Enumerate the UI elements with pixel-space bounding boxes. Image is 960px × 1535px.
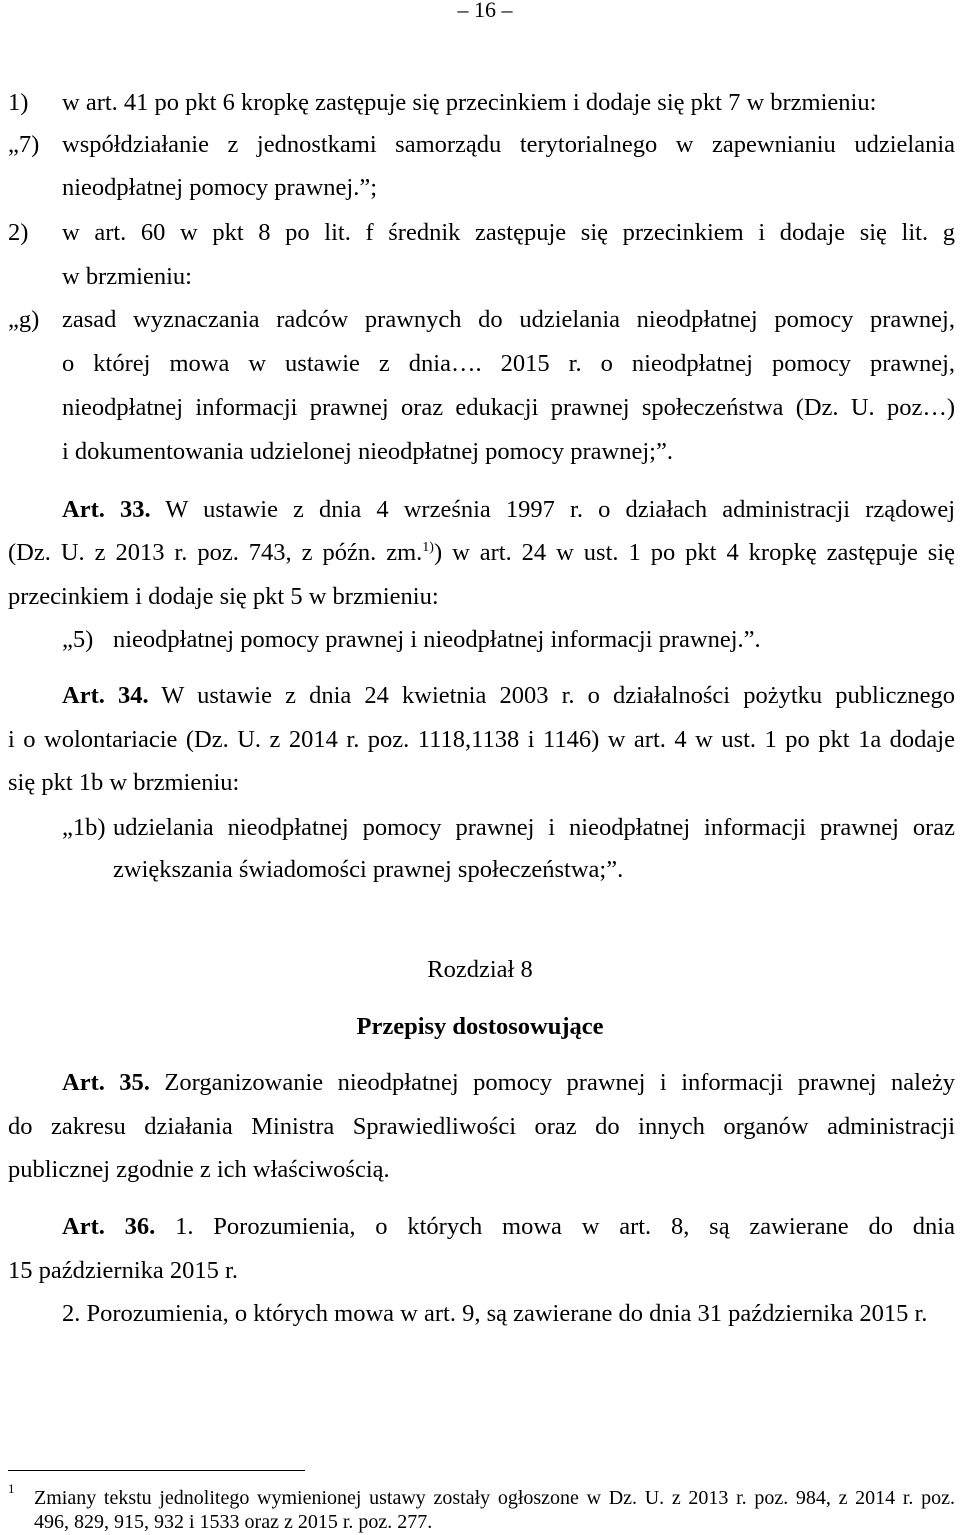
quote-text-line: i dokumentowania udzielonej nieodpłatnej pomocy prawnej;”.	[62, 438, 673, 465]
quote-text-line: współdziałanie z jednostkami samorządu terytorialnego w zapewnianiu udzielania	[62, 131, 955, 158]
quote-text-line: zwiększania świadomości prawnej społeczeństwa;”.	[113, 856, 624, 883]
article-text: W ustawie z dnia 4 września 1997 r. o działach administracji rządowej	[165, 496, 956, 523]
article-heading: Art. 34.	[62, 682, 149, 709]
article-34-line: i o wolontariacie (Dz. U. z 2014 r. poz. 1118,1138 i 1146) w art. 4 w ust. 1 po pkt 1a dodaje	[8, 726, 955, 753]
article-33-line	[8, 531, 955, 575]
article-36-line	[62, 1205, 955, 1249]
article-heading: Art. 35.	[62, 1069, 150, 1096]
article-35-line: publicznej zgodnie z ich właściwością.	[8, 1156, 390, 1183]
footnote-text-line: 496, 829, 915, 932 i 1533 oraz z 2015 r. poz. 277.	[34, 1511, 433, 1533]
article-36-paragraph-2: 2. Porozumienia, o których mowa w art. 9, są zawierane do dnia 31 października 2015 r.	[62, 1300, 928, 1327]
article-heading: Art. 36.	[62, 1213, 156, 1240]
article-text: ) w art. 24 w ust. 1 po pkt 4 kropkę zastępuje się	[433, 539, 955, 566]
quote-text-line: zasad wyznaczania radców prawnych do udzielania nieodpłatnej pomocy prawnej,	[62, 306, 955, 333]
article-text: 1. Porozumienia, o których mowa w art. 8, są zawierane do dnia	[175, 1213, 955, 1240]
article-35-line: do zakresu działania Ministra Sprawiedliwości oraz do innych organów administracji	[8, 1113, 955, 1140]
article-text: (Dz. U. z 2013 r. poz. 743, z późn. zm.	[8, 539, 423, 566]
chapter-number: Rozdział 8	[427, 956, 533, 983]
quote-text-line: nieodpłatnej pomocy prawnej i nieodpłatnej informacji prawnej.”.	[113, 626, 761, 653]
quote-text-line: nieodpłatnej pomocy prawnej.”;	[62, 174, 377, 201]
footnote-text-line: Zmiany tekstu jednolitego wymienionej ustawy zostały ogłoszone w Dz. U. z 2013 r. poz. 984, z 2014 r. poz.	[34, 1487, 955, 1509]
quote-label: „7)	[8, 131, 40, 158]
list-item-label: 1)	[8, 89, 29, 116]
footnote-separator	[8, 1470, 305, 1471]
amendment-text-line: w art. 60 w pkt 8 po lit. f średnik zastępuje się przecinkiem i dodaje się lit. g	[62, 219, 955, 246]
article-text: Zorganizowanie nieodpłatnej pomocy prawnej i informacji prawnej należy	[164, 1069, 955, 1096]
quote-label: „g)	[8, 306, 40, 333]
article-36-line: 15 października 2015 r.	[8, 1257, 238, 1284]
amendment-text: w art. 41 po pkt 6 kropkę zastępuje się przecinkiem i dodaje się pkt 7 w brzmieniu:	[62, 89, 877, 116]
chapter-title: Przepisy dostosowujące	[356, 1013, 604, 1040]
article-text: W ustawie z dnia 24 kwietnia 2003 r. o działalności pożytku publicznego	[161, 682, 955, 709]
article-heading: Art. 33.	[62, 496, 151, 523]
article-35-line	[62, 1061, 955, 1105]
quote-text-line: o której mowa w ustawie z dnia…. 2015 r. o nieodpłatnej pomocy prawnej,	[62, 350, 955, 377]
article-34-line	[62, 674, 955, 718]
footnote-marker: 1	[8, 1481, 15, 1496]
quote-text-line: nieodpłatnej informacji prawnej oraz edukacji prawnej społeczeństwa (Dz. U. poz…)	[62, 394, 955, 421]
article-34-line: się pkt 1b w brzmieniu:	[8, 769, 240, 796]
footnote-reference: 1)	[422, 540, 434, 555]
quote-label: „1b)	[62, 814, 106, 841]
article-33-line	[62, 488, 955, 532]
amendment-text-line: w brzmieniu:	[62, 263, 192, 290]
quote-label: „5)	[62, 626, 94, 653]
page-number: – 16 –	[457, 0, 513, 22]
quote-text-line: udzielania nieodpłatnej pomocy prawnej i nieodpłatnej informacji prawnej oraz	[113, 814, 955, 841]
list-item-label: 2)	[8, 219, 29, 246]
article-33-line: przecinkiem i dodaje się pkt 5 w brzmieniu:	[8, 583, 439, 610]
